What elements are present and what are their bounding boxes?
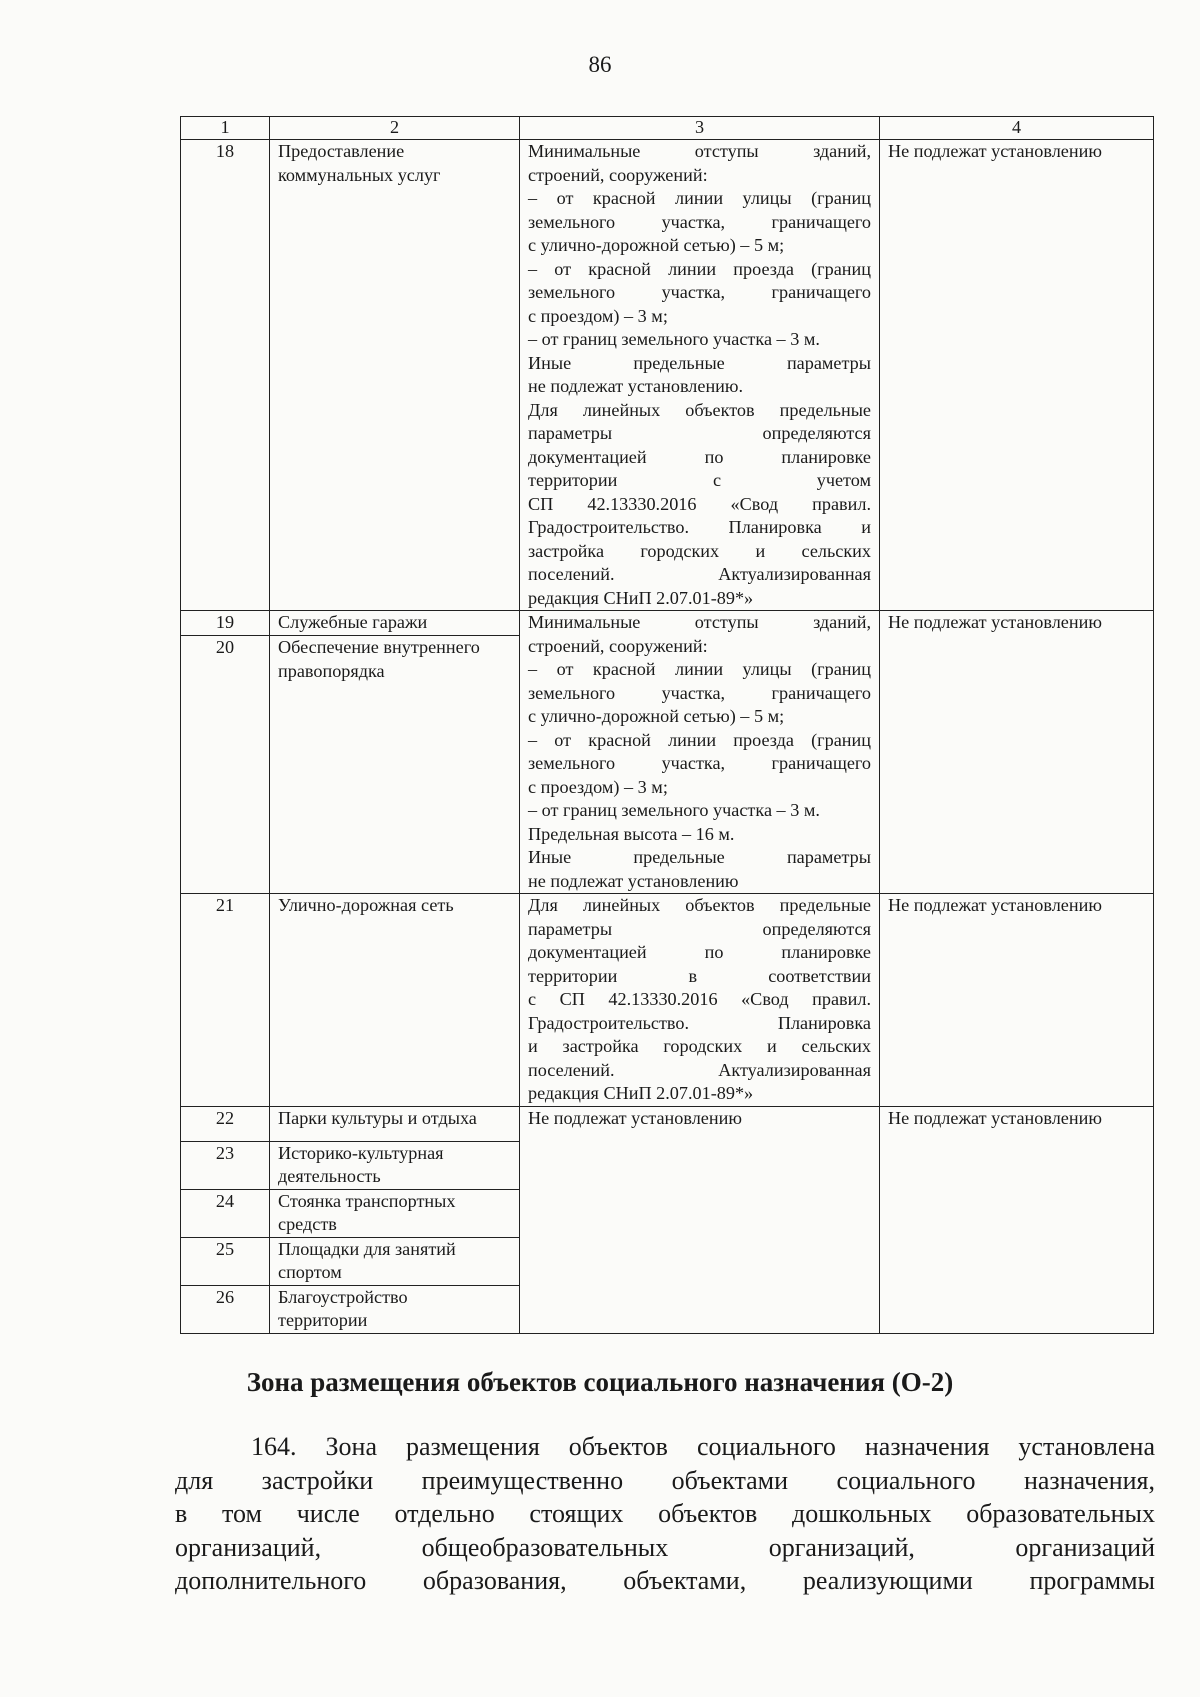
header-col-1: 1 [181,117,270,140]
paragraph-line: дополнительного образования, объектами, реализующими программы [175,1566,1155,1595]
parameters-line: СП 42.13330.2016 «Свод правил. [528,493,871,514]
parameters-line: редакция СНиП 2.07.01-89*» [528,587,754,608]
header-col-2: 2 [270,117,520,140]
use-type-line: Площадки для занятий [278,1238,456,1259]
row-number: 24 [181,1189,270,1237]
parameters-line: редакция СНиП 2.07.01-89*» [528,1083,754,1103]
use-type-line: территории [278,1310,368,1330]
use-type-cell: Парки культуры и отдыха [270,1106,520,1141]
parameters-line: не подлежат установлению. [528,376,744,396]
use-type-cell [270,636,520,894]
use-type-cell: Служебные гаражи [270,611,520,636]
paragraph-line: в том числе отдельно стоящих объектов дошкольных образовательных [175,1499,1155,1528]
max-parameters-cell: Не подлежат установлению [880,894,1154,1107]
header-col-4: 4 [880,117,1154,140]
header-col-3: 3 [520,117,880,140]
row-number: 25 [181,1237,270,1285]
use-type-cell [270,1285,520,1333]
parameters-line: с проездом) – 3 м; [528,776,668,797]
use-type-line: Предоставление [278,141,405,161]
parameters-line: Градостроительство. Планировка и [528,517,871,537]
table-row [181,894,1154,1107]
parameters-line: территории с учетом [528,470,871,490]
parameters-line: – от границ земельного участка – 3 м. [528,800,820,820]
use-type-line: Историко-культурная [278,1142,444,1163]
parameters-line: документацией по планировке [528,942,871,962]
parameters-line: Иные предельные параметры [528,352,871,373]
parameters-cell [520,894,880,1107]
parameters-line: строений, сооружений: [528,164,708,185]
parameters-line: земельного участка, граничащего [528,211,871,232]
parameters-line: Иные предельные параметры [528,847,871,867]
parameters-line: – от красной линии улицы (границ [528,188,871,208]
parameters-line: Градостроительство. Планировка [528,1012,871,1033]
row-number: 21 [181,894,270,1107]
parameters-line: поселений. Актуализированная [528,1059,871,1080]
zone-parameters-table [180,116,1154,1334]
row-number: 19 [181,611,270,636]
parameters-cell [520,140,880,611]
parameters-line: Предельная высота – 16 м. [528,823,735,844]
parameters-line: земельного участка, граничащего [528,753,871,773]
parameters-line: – от границ земельного участка – 3 м. [528,329,820,349]
parameters-line: земельного участка, граничащего [528,282,871,302]
use-type-line: Обеспечение внутреннего [278,637,480,657]
parameters-line: не подлежат установлению [528,870,739,891]
use-type-cell [270,140,520,611]
parameters-line: с проездом) – 3 м; [528,305,668,326]
parameters-line: параметры определяются [528,423,871,443]
parameters-line: Минимальные отступы зданий, [528,141,871,161]
row-number: 20 [181,636,270,894]
use-type-cell [270,1141,520,1189]
parameters-line: Для линейных объектов предельные [528,399,871,420]
use-type-line: спортом [278,1262,342,1282]
table-row [181,1106,1154,1141]
parameters-line: Минимальные отступы зданий, [528,612,871,632]
parameters-line: документацией по планировке [528,446,871,467]
parameters-line: поселений. Актуализированная [528,564,871,584]
row-number: 23 [181,1141,270,1189]
table-row [181,611,1154,636]
row-number: 18 [181,140,270,611]
use-type-line: средств [278,1214,337,1234]
use-type-line: коммунальных услуг [278,164,441,185]
parameters-line: с улично-дорожной сетью) – 5 м; [528,235,785,255]
parameters-line: строений, сооружений: [528,635,708,656]
row-number: 22 [181,1106,270,1141]
use-type-cell [270,1189,520,1237]
use-type-line: Благоустройство [278,1286,408,1307]
parameters-line: земельного участка, граничащего [528,682,871,703]
paragraph-line: организаций, общеобразовательных организаций, организаций [175,1532,1155,1562]
parameters-line: с улично-дорожной сетью) – 5 м; [528,706,785,726]
max-parameters-cell: Не подлежат установлению [880,1106,1154,1333]
paragraph-line: для застройки преимущественно объектами социального назначения, [175,1465,1155,1495]
parameters-line: и застройка городских и сельских [528,1036,871,1056]
row-number: 26 [181,1285,270,1333]
parameters-line: – от красной линии проезда (границ [528,729,871,750]
body-paragraph [175,1430,1155,1598]
use-type-line: деятельность [278,1166,381,1186]
page-number: 86 [588,52,612,77]
max-parameters-cell: Не подлежат установлению [880,140,1154,611]
use-type-cell: Улично-дорожная сеть [270,894,520,1107]
parameters-cell [520,611,880,894]
use-type-cell [270,1237,520,1285]
parameters-line: Для линейных объектов предельные [528,895,871,915]
table-header-row [181,117,1154,140]
use-type-line: Стоянка транспортных [278,1190,456,1211]
parameters-line: – от красной линии улицы (границ [528,659,871,679]
parameters-line: с СП 42.13330.2016 «Свод правил. [528,989,871,1009]
parameters-line: – от красной линии проезда (границ [528,258,871,279]
section-title: Зона размещения объектов социального назначения (О-2) [246,1367,954,1397]
max-parameters-cell: Не подлежат установлению [880,611,1154,894]
table-row [181,140,1154,611]
parameters-cell: Не подлежат установлению [520,1106,880,1333]
parameters-line: параметры определяются [528,918,871,939]
parameters-line: застройка городских и сельских [528,540,871,561]
parameters-line: территории в соответствии [528,965,871,986]
paragraph-line: 164. Зона размещения объектов социального назначения установлена [251,1432,1155,1461]
use-type-line: правопорядка [278,660,385,681]
